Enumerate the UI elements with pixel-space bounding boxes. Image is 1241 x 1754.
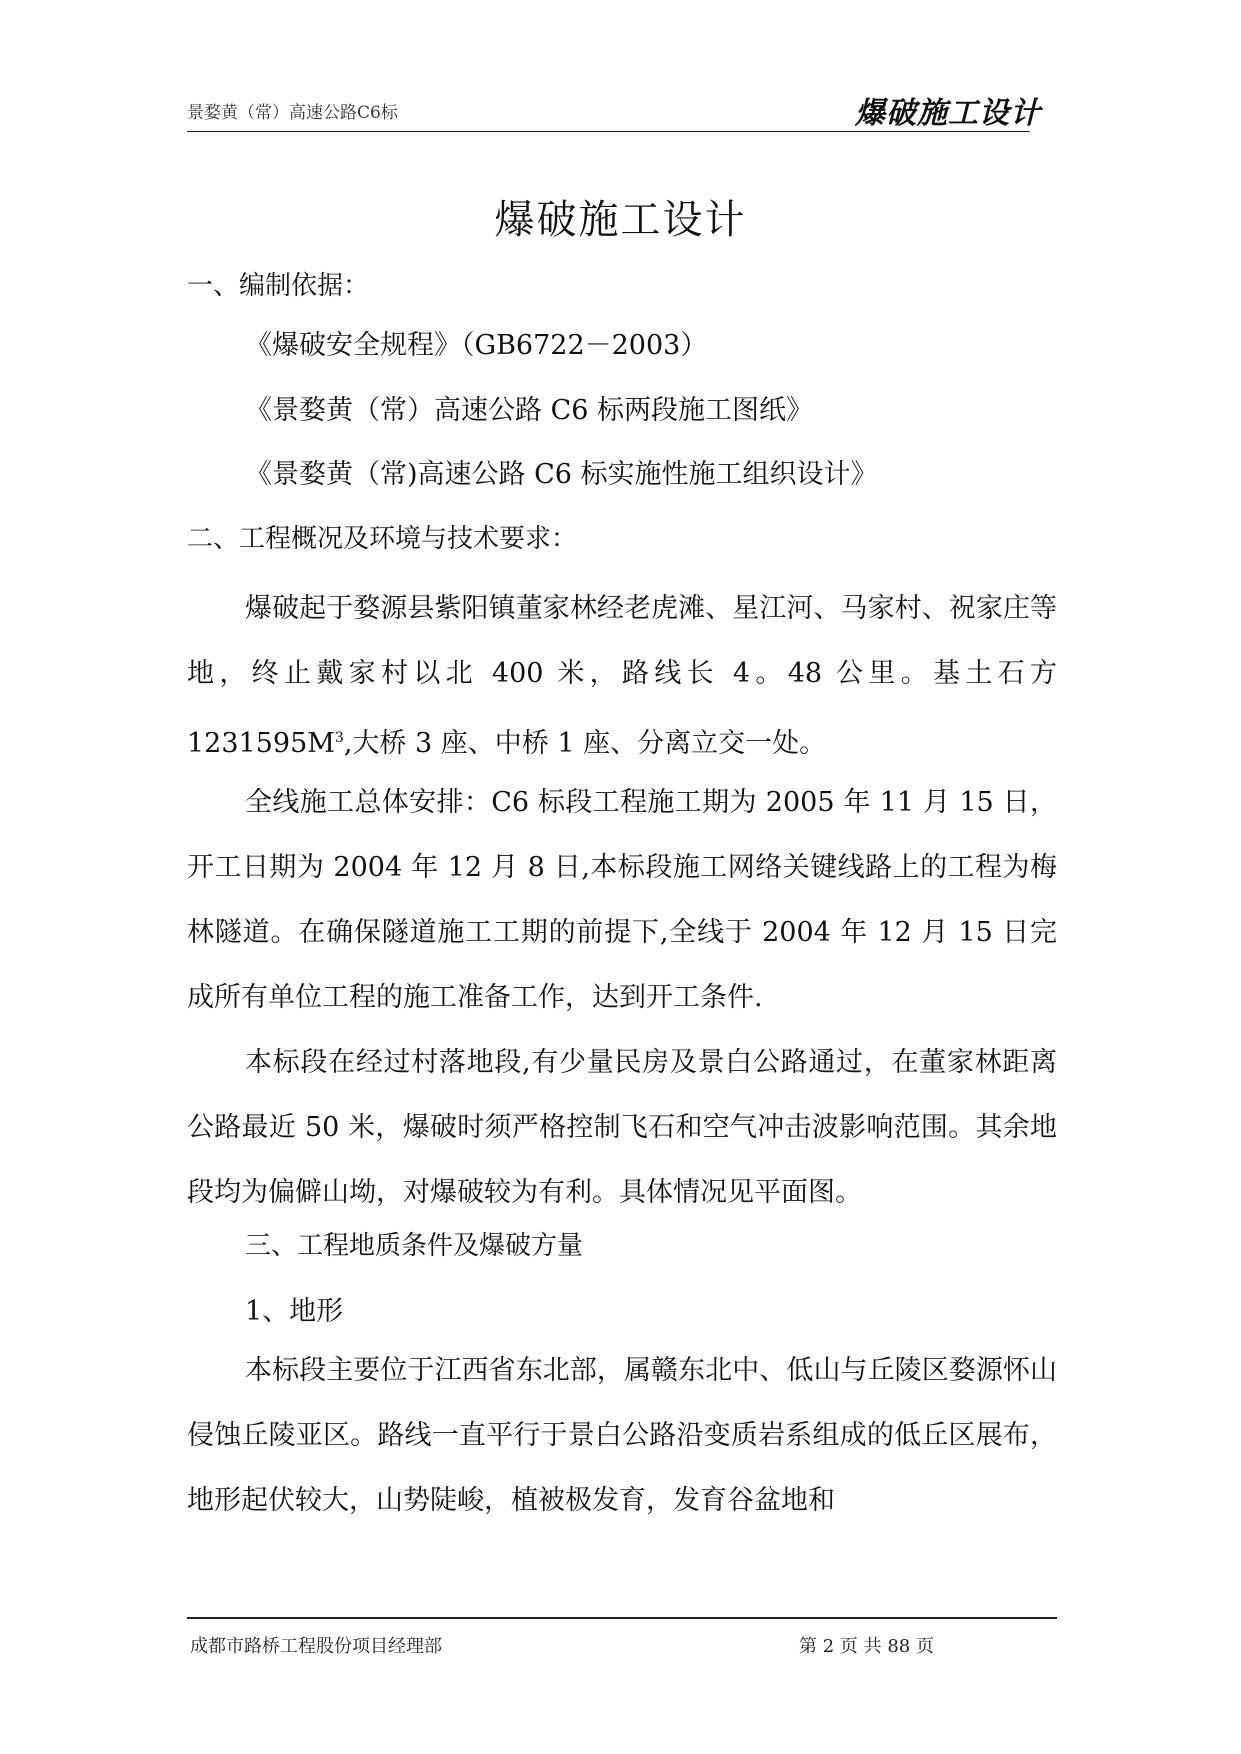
footer-company: 成都市路桥工程股份项目经理部 <box>190 1636 442 1657</box>
section-2-heading: 二、工程概况及环境与技术要求： <box>187 524 578 554</box>
section-3-paragraph-1: 本标段主要位于江西省东北部，属赣东北中、低山与丘陵区婺源怀山侵蚀丘陵亚区。路线一直平行于景白公路沿变质岩系组成的低丘区展布，地形起伏较大，山势陡峻，植被极发育，发育谷盆地和 <box>187 1355 1057 1516</box>
page-title: 爆破施工设计 <box>494 197 747 243</box>
reference-item-1: 《爆破安全规程》（GB6722－2003） <box>245 330 708 361</box>
footer-page-number: 第 2 页 共 88 页 <box>799 1636 934 1657</box>
section-2-paragraph-1 <box>187 576 1057 776</box>
section-1-heading: 一、编制依据： <box>187 271 370 301</box>
superscript: 3 <box>334 730 344 746</box>
section-2-paragraph-1-tail: ,大桥 3 座、中桥 1 座、分离立交一处。 <box>343 728 827 759</box>
reference-item-3: 《景婺黄（常)高速公路 C6 标实施性施工组织设计》 <box>245 459 878 490</box>
reference-item-2: 《景婺黄（常）高速公路 C6 标两段施工图纸》 <box>245 395 814 426</box>
section-2-paragraph-3: 本标段在经过村落地段,有少量民房及景白公路通过，在董家林距离公路最近 50 米，爆破时须严格控制飞石和空气冲击波影响范围。其余地段均为偏僻山坳，对爆破较为有利。具体情况见平面图。 <box>187 1047 1057 1208</box>
section-2-paragraph-2: 全线施工总体安排：C6 标段工程施工期为 2005 年 11 月 15 日，开工日期为 2004 年 12 月 8 日,本标段施工网络关键线路上的工程为梅林隧道。在确保隧道施工工期的前提下,全线于 2004 年 12 月 15 日完成所有单位工程的施工准备工作，达到开工条件. <box>187 787 1057 1013</box>
header-divider <box>187 131 1030 132</box>
section-3-heading: 三、工程地质条件及爆破方量 <box>245 1231 584 1261</box>
footer-divider <box>187 1617 1057 1619</box>
section-3-subheading-1: 1、地形 <box>245 1296 344 1327</box>
header-project-name: 景婺黄（常）高速公路C6标 <box>187 103 398 123</box>
section-2-paragraph-1-text: 爆破起于婺源县紫阳镇董家林经老虎滩、星江河、马家村、祝家庄等地，终止戴家村以北 400 米，路线长 4。48 公里。基土石方 1231595M <box>187 593 1057 759</box>
header-doc-title: 爆破施工设计 <box>855 96 1041 131</box>
